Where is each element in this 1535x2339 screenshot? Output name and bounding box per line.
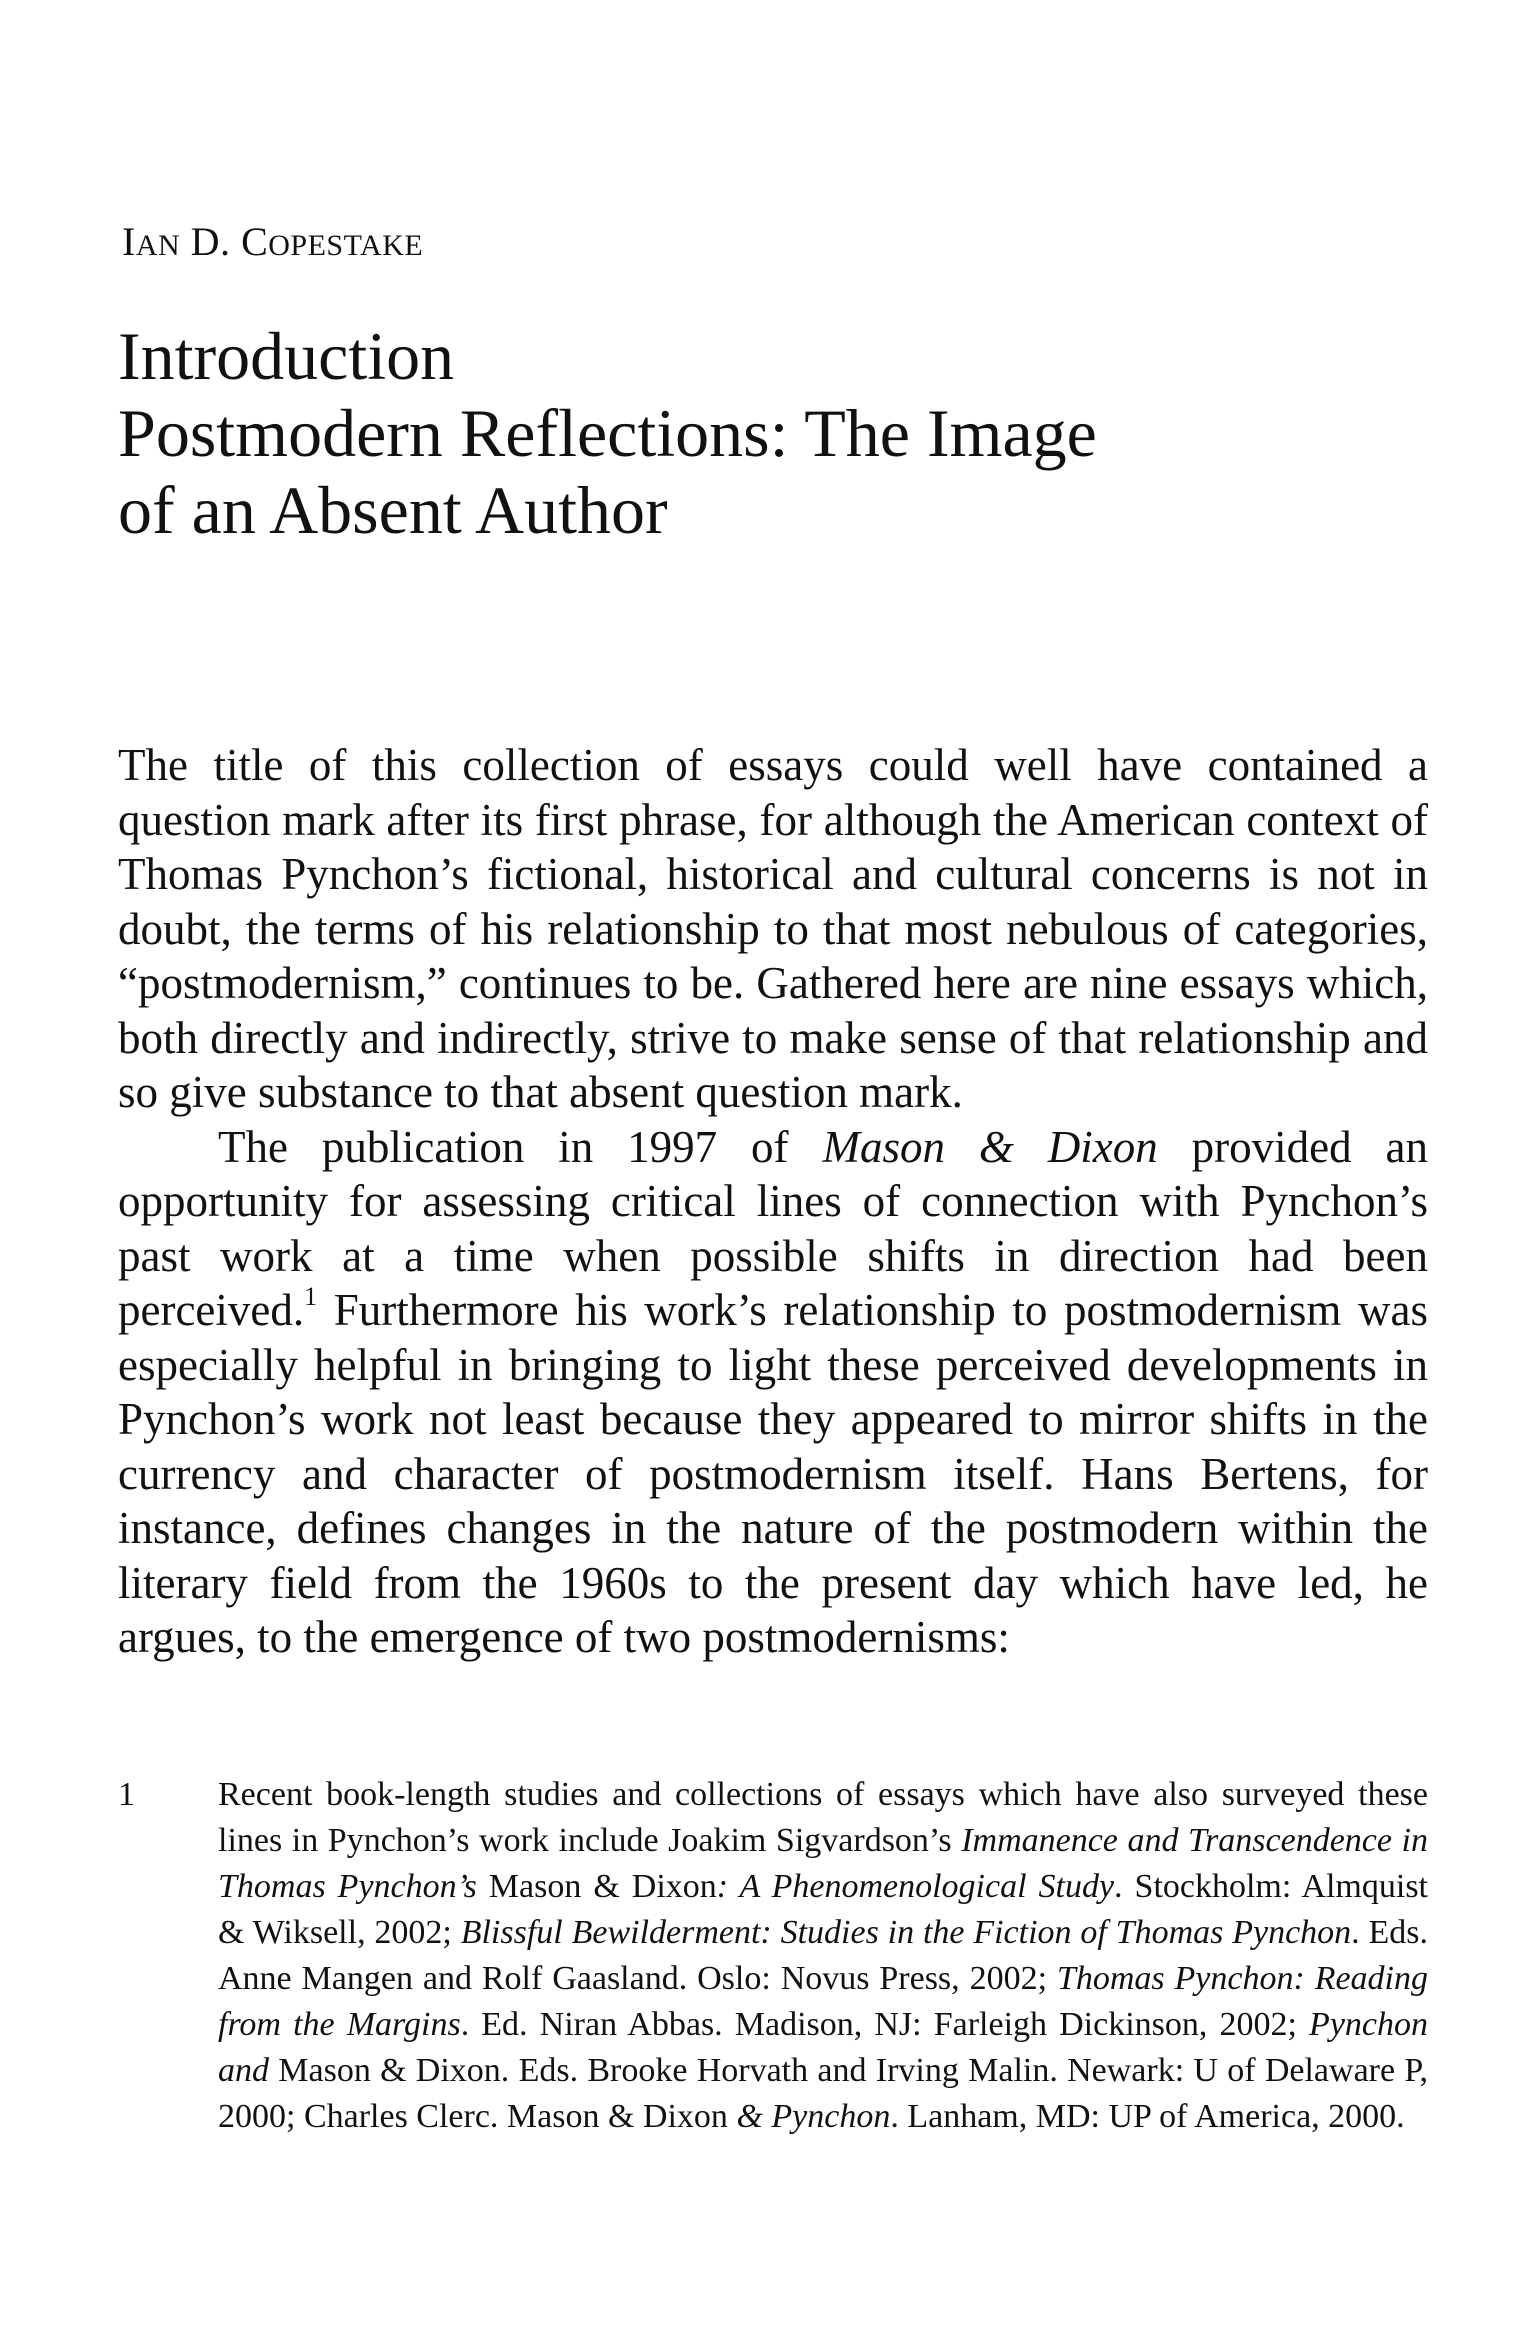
book-title-mason-dixon: Mason & Dixon (822, 1121, 1158, 1172)
body-text (118, 738, 1428, 1665)
chapter-title (118, 318, 1368, 549)
footnote-reference-1[interactable]: 1 (304, 1282, 318, 1311)
paragraph-2: The publication in 1997 of Mason & Dixon provided an opportunity for assessing critical lines of connection with Pynchon’s past work at a time when possible shifts in direction had been perceived.$^1$ Furthermore his work’s relationship to postmodernism was especially helpful in bringing to light these perceived developments in Pynchon’s work not least because they appeared to mirror shifts in the currency and character of postmodernism itself. Hans Bertens, for instance, defines changes in the nature of the postmodern within the literary field from the 1960s to the present day which have led, he argues, to the emergence of two postmodernisms: (118, 1121, 1429, 1662)
title-line-3: of an Absent Author (118, 472, 668, 548)
footnote-text: Recent book-length studies and collections of essays which have also surveyed these lines in Pynchon’s work include Joakim Sigvardson’s Immanence and Transcendence in Thomas Pynchon’s Mason & Dixon: A Phenomenological Study. Stockholm: Almquist & Wiksell, 2002; Blissful Bewilderment: Studies in the Fiction of Thomas Pynchon. Eds. Anne Mangen and Rolf Gaasland. Oslo: Novus Press, 2002; Thomas Pynchon: Reading from the Margins. Ed. Niran Abbas. Madison, NJ: Farleigh Dickinson, 2002; Pynchon and Mason & Dixon. Eds. Brooke Horvath and Irving Malin. Newark: U of Delaware P, 2000; Charles Clerc. Mason & Dixon & Pynchon. Lanham, MD: UP of America, 2000. (218, 1776, 1429, 2135)
paragraph-1: The title of this collection of essays could well have contained a question mark after its first phrase, for although the American context of Thomas Pynchon’s fictional, historical and cultural concerns is not in doubt, the terms of his relationship to that most nebulous of categories, “postmodernism,” continues to be. Gathered here are nine essays which, both directly and indirectly, strive to make sense of that relationship and so give substance to that absent question mark. (118, 740, 1428, 1117)
title-line-1: Introduction (118, 318, 455, 394)
footnote-1 (118, 1772, 1428, 2140)
footnote-number: 1 (118, 1776, 135, 1813)
author-name: IAN D. COPESTAKE (122, 219, 424, 264)
title-line-2: Postmodern Reflections: The Image (118, 395, 1097, 471)
